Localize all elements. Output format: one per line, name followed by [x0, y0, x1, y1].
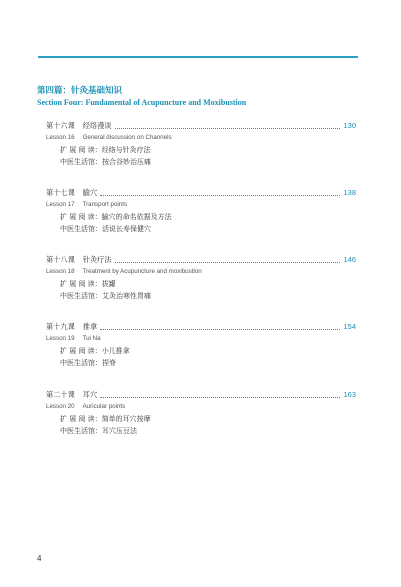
lesson-name: 腧穴: [82, 188, 98, 197]
tcm-life-line: [46, 425, 356, 437]
tcm-life-title: 艾灸治寒性胃痛: [102, 292, 151, 300]
lesson-page: 154: [343, 322, 356, 331]
tcm-life-label: 中医生活馆：: [60, 158, 102, 166]
extended-reading-line: [46, 211, 356, 223]
tcm-life-label: 中医生活馆：: [60, 292, 102, 300]
lesson-title-line[interactable]: [46, 321, 356, 333]
lesson-number: 第二十课: [46, 390, 75, 399]
lesson-title-line[interactable]: [46, 120, 356, 132]
extended-reading-label: 扩 展 阅 读：: [60, 146, 102, 154]
lesson-english-line: [46, 333, 356, 345]
lesson-entry[interactable]: [46, 254, 356, 302]
extended-reading-line: [46, 278, 356, 290]
lesson-english-title: Treatment by Acupuncture and moxibustion: [82, 268, 202, 275]
extended-reading-line: [46, 413, 356, 425]
lesson-number: 第十七课: [46, 188, 75, 197]
lesson-entry[interactable]: [46, 321, 356, 369]
tcm-life-label: 中医生活馆：: [60, 359, 102, 367]
lesson-english-title: General discussion on Channels: [82, 134, 172, 141]
tcm-life-line: [46, 357, 356, 369]
extended-reading-label: 扩 展 阅 读：: [60, 280, 102, 288]
extended-reading-label: 扩 展 阅 读：: [60, 213, 102, 221]
lesson-name: 耳穴: [82, 390, 98, 399]
dot-leader: [100, 397, 340, 398]
lesson-english-line: [46, 266, 356, 278]
extended-reading-label: 扩 展 阅 读：: [60, 415, 102, 423]
lesson-english-title: Transport points: [82, 201, 128, 208]
tcm-life-line: [46, 290, 356, 302]
lesson-number: 第十九课: [46, 322, 75, 331]
lesson-name: 推拿: [82, 322, 98, 331]
dot-leader: [100, 329, 340, 330]
lesson-english-number: Lesson 16: [46, 134, 75, 141]
lesson-page: 130: [343, 121, 356, 130]
lesson-english-line: [46, 132, 356, 144]
tcm-life-title: 活说长寿保健穴: [102, 225, 151, 233]
extended-reading-title: 小儿推拿: [101, 347, 130, 355]
extended-reading-title: 腧穴的命名依据及方法: [101, 213, 172, 221]
tcm-life-title: 捏脊: [102, 359, 116, 367]
lesson-english-number: Lesson 17: [46, 201, 75, 208]
lesson-entry[interactable]: [46, 187, 356, 235]
tcm-life-line: [46, 156, 356, 168]
lesson-title-line[interactable]: [46, 389, 356, 401]
header-rule: [38, 56, 358, 58]
tcm-life-label: 中医生活馆：: [60, 225, 102, 233]
lesson-name: 针灸疗法: [82, 255, 112, 264]
page-number: 4: [37, 554, 42, 563]
lesson-english-line: [46, 199, 356, 211]
tcm-life-title: 耳穴压豆法: [102, 427, 137, 435]
dot-leader: [100, 195, 340, 196]
lesson-number: 第十六课: [46, 121, 75, 130]
section-title-cn: 第四篇：针灸基础知识: [37, 86, 123, 96]
extended-reading-line: [46, 345, 356, 357]
lesson-english-title: Auricular points: [82, 403, 126, 410]
extended-reading-title: 拔罐: [101, 280, 116, 288]
lesson-title-line[interactable]: [46, 187, 356, 199]
extended-reading-title: 经络与针灸疗法: [101, 146, 151, 154]
lesson-english-number: Lesson 18: [46, 268, 75, 275]
extended-reading-line: [46, 144, 356, 156]
lesson-number: 第十八课: [46, 255, 75, 264]
lesson-page: 163: [343, 390, 356, 399]
lesson-english-number: Lesson 20: [46, 403, 75, 410]
lesson-entry[interactable]: [46, 120, 356, 168]
dot-leader: [115, 262, 341, 263]
lesson-english-number: Lesson 19: [46, 335, 75, 342]
extended-reading-label: 扩 展 阅 读：: [60, 347, 102, 355]
lesson-page: 146: [343, 255, 356, 264]
tcm-life-label: 中医生活馆：: [60, 427, 102, 435]
tcm-life-line: [46, 223, 356, 235]
lesson-title-line[interactable]: [46, 254, 356, 266]
lesson-entry[interactable]: [46, 389, 356, 437]
tcm-life-title: 按合谷妙治压痛: [102, 158, 151, 166]
dot-leader: [115, 128, 341, 129]
extended-reading-title: 简单的耳穴按摩: [101, 415, 151, 423]
lesson-english-title: Tui Na: [82, 335, 101, 342]
lesson-english-line: [46, 401, 356, 413]
lesson-name: 经络漫谈: [82, 121, 112, 130]
section-title-en: Section Four: Fundamental of Acupuncture and Moxibustion: [37, 98, 247, 107]
lesson-page: 138: [343, 188, 356, 197]
